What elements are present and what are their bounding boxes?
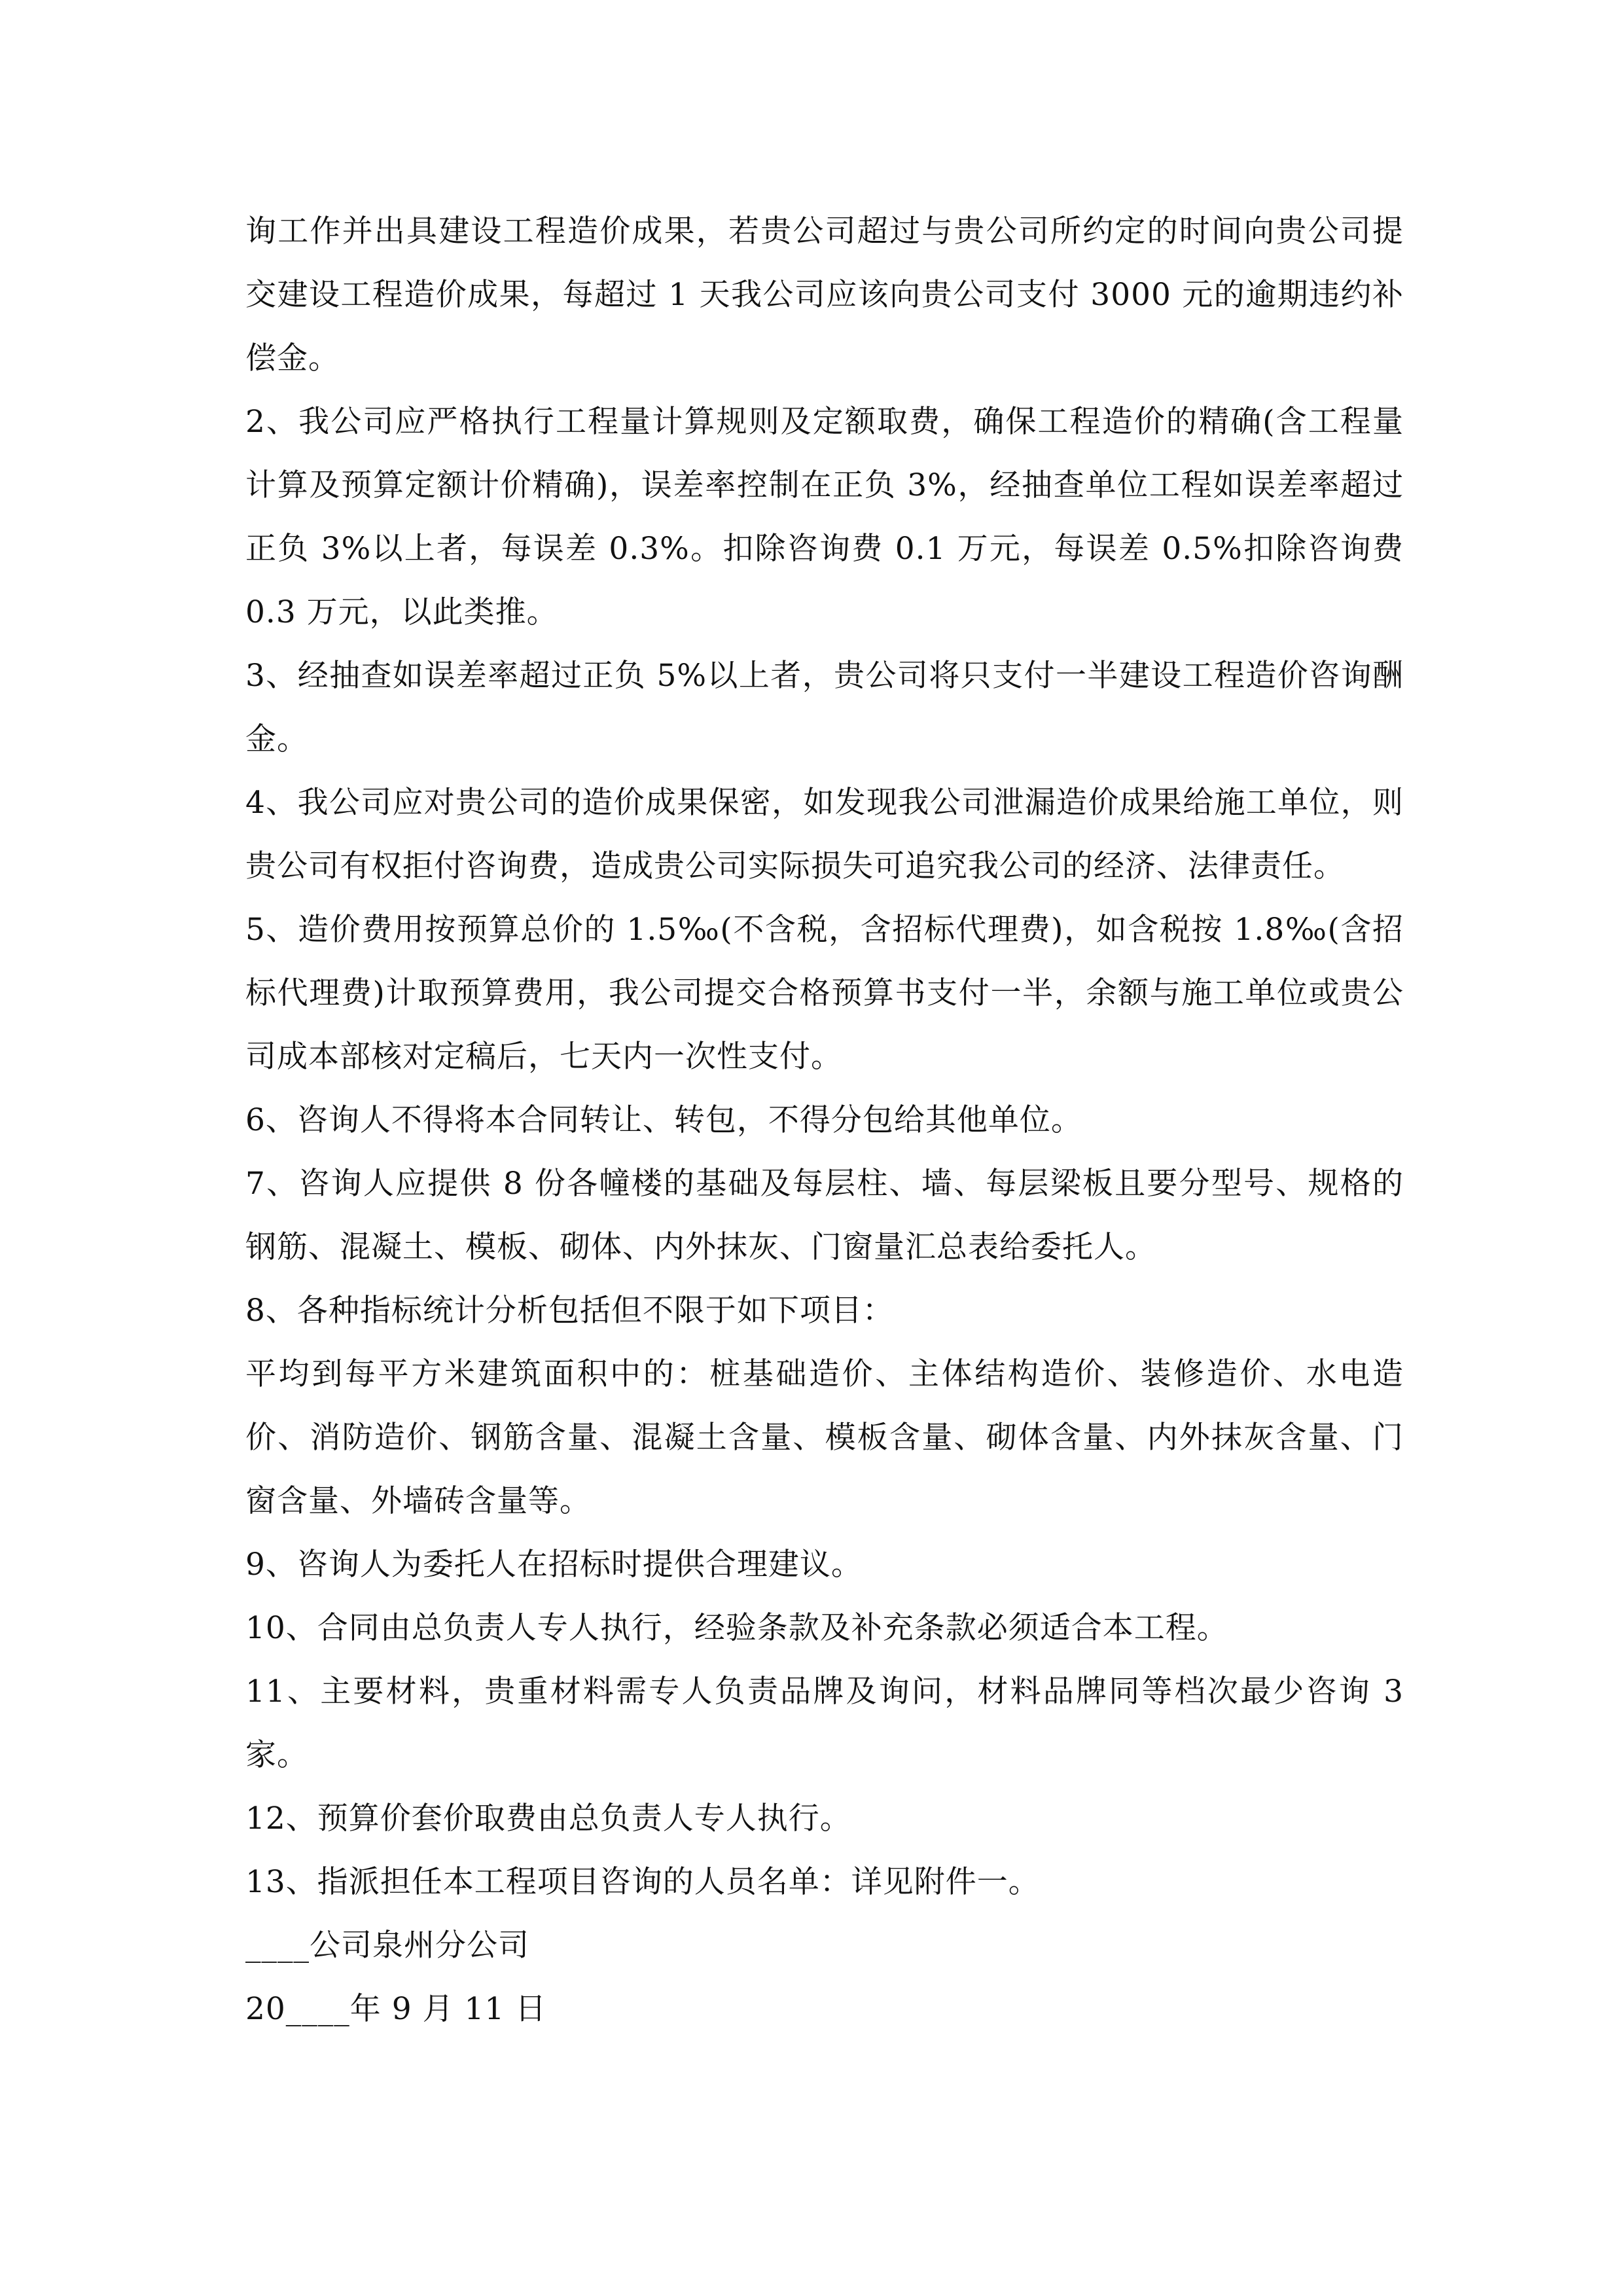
clause-4: 4、我公司应对贵公司的造价成果保密，如发现我公司泄漏造价成果给施工单位，则贵公司有权拒付咨询费，造成贵公司实际损失可追究我公司的经济、法律责任。 [245, 785, 1404, 884]
clause-7: 7、咨询人应提供 8 份各幢楼的基础及每层柱、墙、每层梁板且要分型号、规格的钢筋、混凝土、模板、砌体、内外抹灰、门窗量汇总表给委托人。 [245, 1166, 1404, 1265]
clause-6: 6、咨询人不得将本合同转让、转包，不得分包给其他单位。 [245, 1102, 1082, 1138]
clause-5: 5、造价费用按预算总价的 1.5‰(不含税，含招标代理费)，如含税按 1.8‰(含招标代理费)计取预算费用，我公司提交合格预算书支付一半，余额与施工单位或贵公司成本部核对定稿后，七天内一次性支付。 [245, 912, 1404, 1075]
clause-13: 13、指派担任本工程项目咨询的人员名单：详见附件一。 [245, 1864, 1040, 1900]
clause-10: 10、合同由总负责人专人执行，经验条款及补充条款必须适合本工程。 [245, 1610, 1228, 1646]
paragraph-continued: 询工作并出具建设工程造价成果，若贵公司超过与贵公司所约定的时间向贵公司提交建设工程造价成果，每超过 1 天我公司应该向贵公司支付 3000 元的逾期违约补偿金。 [245, 213, 1404, 376]
clause-3: 3、经抽查如误差率超过正负 5%以上者，贵公司将只支付一半建设工程造价咨询酬金。 [245, 658, 1404, 757]
clause-2: 2、我公司应严格执行工程量计算规则及定额取费，确保工程造价的精确(含工程量计算及预算定额计价精确)，误差率控制在正负 3%，经抽查单位工程如误差率超过正负 3%以上者，每误差 0.3%。扣除咨询费 0.1 万元，每误差 0.5%扣除咨询费 0.3 万元，以此类推。 [245, 404, 1414, 630]
clause-11: 11、主要材料，贵重材料需专人负责品牌及询问，材料品牌同等档次最少咨询 3 家。 [245, 1674, 1414, 1773]
clause-12: 12、预算价套价取费由总负责人专人执行。 [245, 1801, 851, 1837]
clause-8-detail: 平均到每平方米建筑面积中的：桩基础造价、主体结构造价、装修造价、水电造价、消防造价、钢筋含量、混凝土含量、模板含量、砌体含量、内外抹灰含量、门窗含量、外墙砖含量等。 [245, 1356, 1404, 1519]
document-body [245, 200, 1414, 2041]
clause-8: 8、各种指标统计分析包括但不限于如下项目： [245, 1293, 894, 1329]
signature-date: 20____年 9 月 11 日 [245, 1991, 547, 2027]
clause-9: 9、咨询人为委托人在招标时提供合理建议。 [245, 1547, 863, 1583]
company-signature: ____公司泉州分公司 [245, 1928, 529, 1964]
